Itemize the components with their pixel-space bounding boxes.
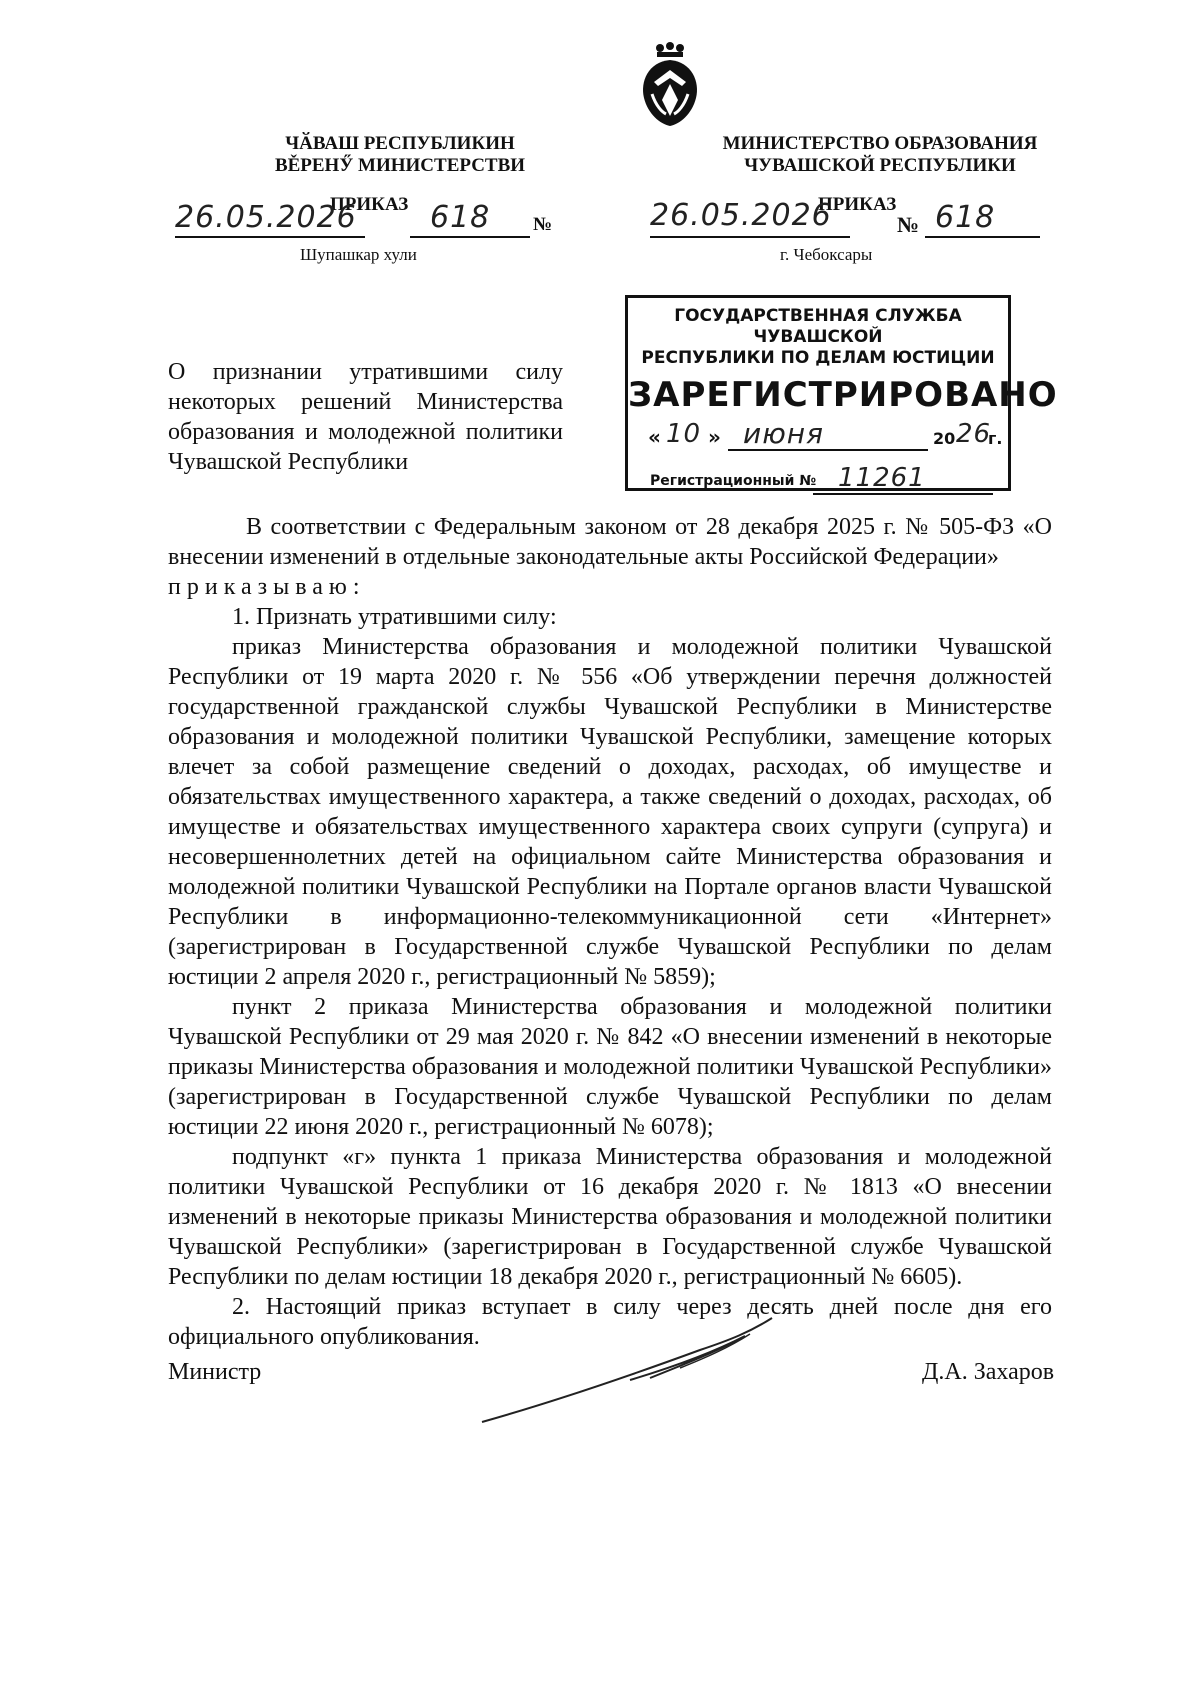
document-title (168, 357, 563, 477)
header-left-line1: ЧӐВАШ РЕСПУБЛИКИН (285, 133, 515, 154)
stamp-reg-row (628, 463, 1008, 499)
title-line1: О признании утратившими силу (168, 359, 563, 385)
stamp-line2: РЕСПУБЛИКИ ПО ДЕЛАМ ЮСТИЦИИ (641, 348, 995, 368)
header-right (700, 133, 1060, 177)
right-date-underline (650, 236, 850, 238)
body-subitem2: пункт 2 приказа Министерства образования и молодежной политики Чувашской Республики от 29 мая 2020 г. № 842 «О внесении изменений в некоторые приказы Министерства образования и молодежной политики Чувашской Республики» (зарегистрирован в Государственной службе Чувашской Республики по делам юстиции 22 июня 2020 г., регистрационный № 6078); (168, 994, 1052, 1140)
header-right-line1: МИНИСТЕРСТВО ОБРАЗОВАНИЯ (722, 133, 1038, 154)
registration-stamp (625, 295, 1058, 493)
right-number-sign: № (897, 212, 920, 237)
right-order-date: 26.05.2026 (650, 198, 832, 233)
right-place: г. Чебоксары (780, 245, 873, 264)
stamp-reg-number: 11261 (838, 463, 926, 493)
body-order-word: приказываю: (168, 574, 366, 600)
header-left-line2: ВĚРЕНӲ МИНИСТЕРСТВИ (274, 155, 526, 176)
header-right-line2: ЧУВАШСКОЙ РЕСПУБЛИКИ (744, 155, 1016, 176)
right-order-label: ПРИКАЗ (818, 194, 897, 215)
left-place: Шупашкар хули (300, 245, 417, 264)
stamp-reg-label: Регистрационный № (650, 473, 817, 489)
stamp-month: июня (743, 417, 824, 450)
coat-of-arms-emblem (630, 40, 710, 130)
body-subitem1: приказ Министерства образования и молодежной политики Чувашской Республики от 19 марта 2020 г. № 556 «Об утверждении перечня должностей государственной гражданской службы Чувашской Республики в Министерстве образования и молодежной политики Чувашской Республики, замещение которых влечет за собой размещение сведений о доходах, расходах, об имуществе и обязательствах имущественного характера, а также сведений о доходах, расходах, об имуществе и обязательствах имущественного характера своих супруги (супруга) и несовершеннолетних детей на официальном сайте Министерства образования и молодежной политики Чувашской Республики на Портале органов власти Чувашской Республики в информационно-телекоммуникационной сети «Интернет» (зарегистрирован в Государственной службе Чувашской Республики по делам юстиции 2 апреля 2020 г., регистрационный № 5859); (168, 634, 1052, 990)
left-order-label: ПРИКАЗ (330, 194, 409, 215)
body-item1: 1. Признать утратившими силу: (232, 604, 557, 630)
header-left (250, 133, 550, 177)
title-line2: некоторых решений Министерства (168, 389, 563, 415)
stamp-date-row: « 10 » июня 20 26 г. (648, 417, 1003, 450)
body-item2: 2. Настоящий приказ вступает в силу через десять дней после дня его официального опубликования. (168, 1294, 1052, 1350)
signature-name: Д.А. Захаров (922, 1359, 1055, 1385)
stamp-day: 10 (666, 419, 702, 449)
document-body (168, 512, 1052, 1352)
handwritten-signature (480, 1310, 780, 1430)
signature-position: Министр (168, 1359, 262, 1385)
right-order-number: 618 (935, 200, 996, 235)
title-line4: Чувашской Республики (168, 449, 409, 475)
stamp-status: ЗАРЕГИСТРИРОВАНО (628, 375, 1058, 415)
stamp-year-mark: г. (988, 429, 1003, 448)
stamp-year-prefix: 20 (933, 429, 956, 448)
left-order-number: 618 (430, 200, 491, 235)
body-subitem3: подпункт «г» пункта 1 приказа Министерства образования и молодежной политики Чувашской Республики от 16 декабря 2020 г. № 1813 «О внесении изменений в некоторые приказы Министерства образования и молодежной политики Чувашской Республики» (зарегистрирован в Государственной службе Чувашской Республики по делам юстиции 18 декабря 2020 г., регистрационный № 6605). (168, 1144, 1052, 1290)
left-date-underline (175, 236, 365, 238)
left-number-sign: № (533, 214, 553, 235)
title-line3: образования и молодежной политики (168, 419, 563, 445)
right-number-underline (925, 236, 1040, 238)
left-order-date: 26.05.2026 (175, 200, 357, 235)
stamp-year-suffix: 26 (956, 419, 992, 449)
left-number-underline (410, 236, 530, 238)
body-intro: В соответствии с Федеральным законом от 28 декабря 2025 г. № 505-ФЗ «О внесении изменений в отдельные законодательные акты Российской Федерации» (168, 514, 1052, 570)
stamp-line1: ГОСУДАРСТВЕННАЯ СЛУЖБА ЧУВАШСКОЙ (674, 306, 962, 347)
